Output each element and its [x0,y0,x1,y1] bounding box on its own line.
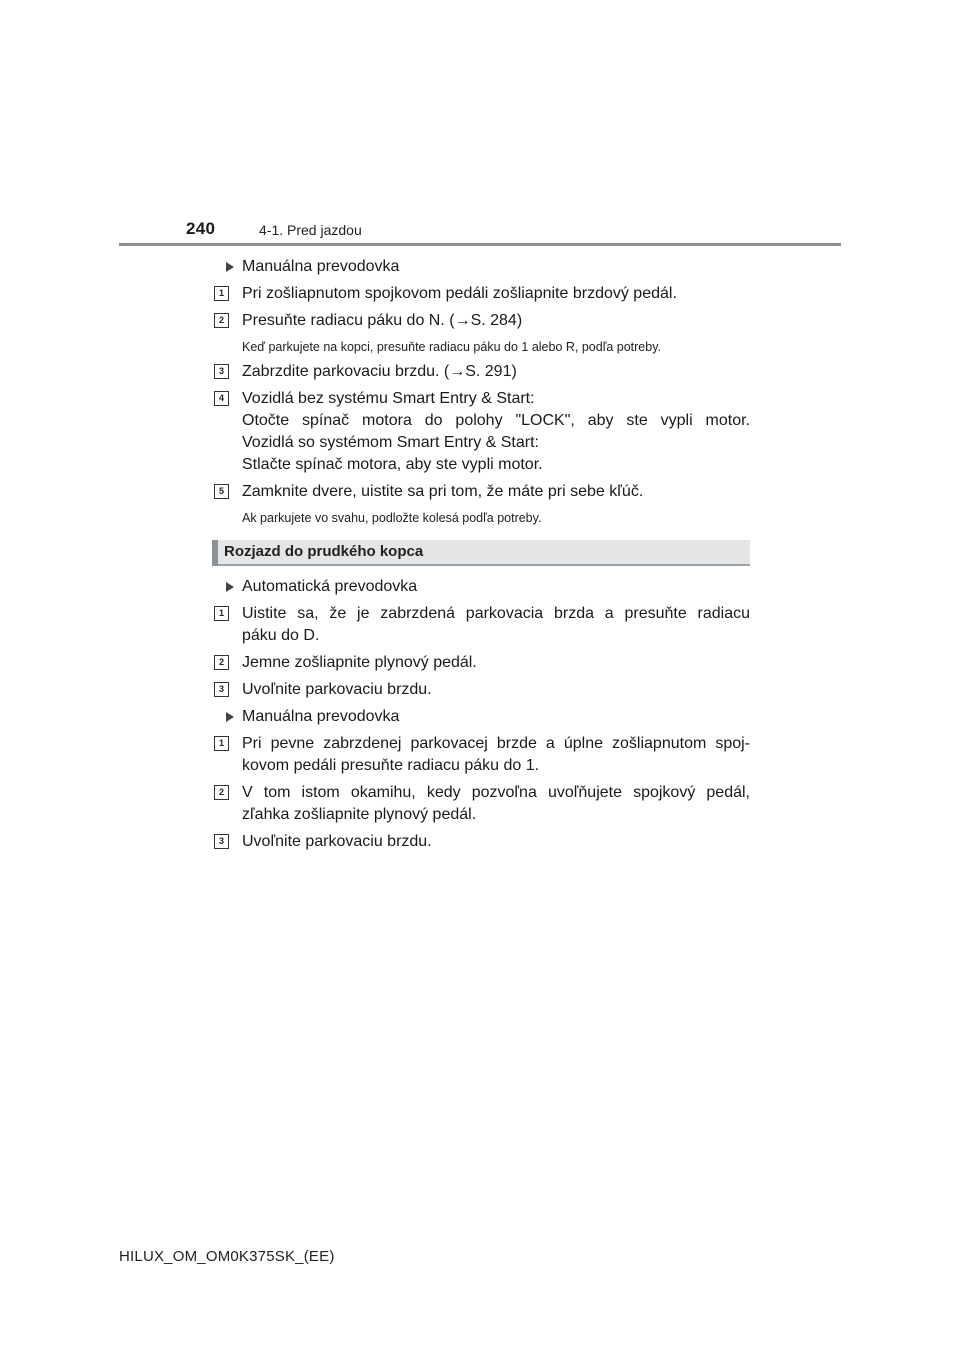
step-number-badge: 3 [214,834,229,849]
step-number-badge: 5 [214,484,229,499]
step-note: Ak parkujete vo svahu, podložte kolesá podľa potreby. [242,511,542,525]
section-title: 4-1. Pred jazdou [259,222,362,238]
step-item [212,283,750,305]
triangle-bullet-icon [226,262,234,272]
step-text-line: Uvoľnite parkovaciu brzdu. [242,681,432,698]
step-item [212,310,750,332]
step-text-line: Presuňte radiacu páku do N. (→S. 284) [242,312,523,329]
step-number-badge: 1 [214,286,229,301]
subsection-heading-manual [212,256,750,278]
step-item [212,361,750,383]
banner-title: Rozjazd do prudkého kopca [224,543,424,560]
page-content [212,252,750,853]
step-text-line: Vozidlá so systémom Smart Entry & Start: [242,434,539,451]
triangle-bullet-icon [226,712,234,722]
step-item [212,679,750,701]
step-text-line: Stlačte spínač motora, aby ste vypli motor. [242,456,543,473]
step-text-line: Pri pevne zabrzdenej parkovacej brzde a úplne zošliapnutom spoj- [242,735,750,752]
header-divider [119,243,841,246]
step-text-line: Zabrzdite parkovaciu brzdu. (→S. 291) [242,363,517,380]
step-text-line: Zamknite dvere, uistite sa pri tom, že máte pri sebe kľúč. [242,483,644,500]
step-text-line: Uvoľnite parkovaciu brzdu. [242,833,432,850]
subsection-heading-text: Manuálna prevodovka [242,258,400,275]
page-number: 240 [186,219,216,238]
step-note: Keď parkujete na kopci, presuňte radiacu páku do 1 alebo R, podľa potreby. [242,340,662,354]
subsection-heading-text: Automatická prevodovka [242,578,418,595]
step-text-line: Vozidlá bez systému Smart Entry & Start: [242,390,535,407]
step-text-line: Pri zošliapnutom spojkovom pedáli zošliapnite brzdový pedál. [242,285,677,302]
step-number-badge: 2 [214,785,229,800]
step-item [212,652,750,674]
step-text-line: Otočte spínač motora do polohy "LOCK", aby ste vypli motor. [242,412,750,429]
step-text-line: páku do D. [242,627,320,644]
subsection-heading-manual-hill [212,706,750,728]
section-banner [212,540,750,566]
step-item [212,481,750,503]
step-list-hill-automatic [212,603,750,701]
step-number-badge: 2 [214,313,229,328]
banner-accent-bar [212,540,218,566]
step-item [212,782,750,826]
step-number-badge: 3 [214,682,229,697]
step-text-line: kovom pedáli presuňte radiacu páku do 1. [242,757,540,774]
step-item [212,733,750,777]
step-text-line: zľahka zošliapnite plynový pedál. [242,806,477,823]
step-number-badge: 4 [214,391,229,406]
subsection-heading-text: Manuálna prevodovka [242,708,400,725]
step-text-line: V tom istom okamihu, kedy pozvoľna uvoľňujete spojkový pedál, [242,784,750,801]
step-number-badge: 1 [214,606,229,621]
step-text-line: Jemne zošliapnite plynový pedál. [242,654,477,671]
step-item [212,388,750,476]
subsection-heading-automatic [212,576,750,598]
step-number-badge: 2 [214,655,229,670]
step-list-parking-manual [212,283,750,527]
step-number-badge: 3 [214,364,229,379]
document-code: HILUX_OM_OM0K375SK_(EE) [119,1248,335,1265]
triangle-bullet-icon [226,582,234,592]
step-item [212,831,750,853]
step-item [212,603,750,647]
step-list-hill-manual [212,733,750,853]
step-number-badge: 1 [214,736,229,751]
step-text-line: Uistite sa, že je zabrzdená parkovacia brzda a presuňte radiacu [242,605,750,622]
